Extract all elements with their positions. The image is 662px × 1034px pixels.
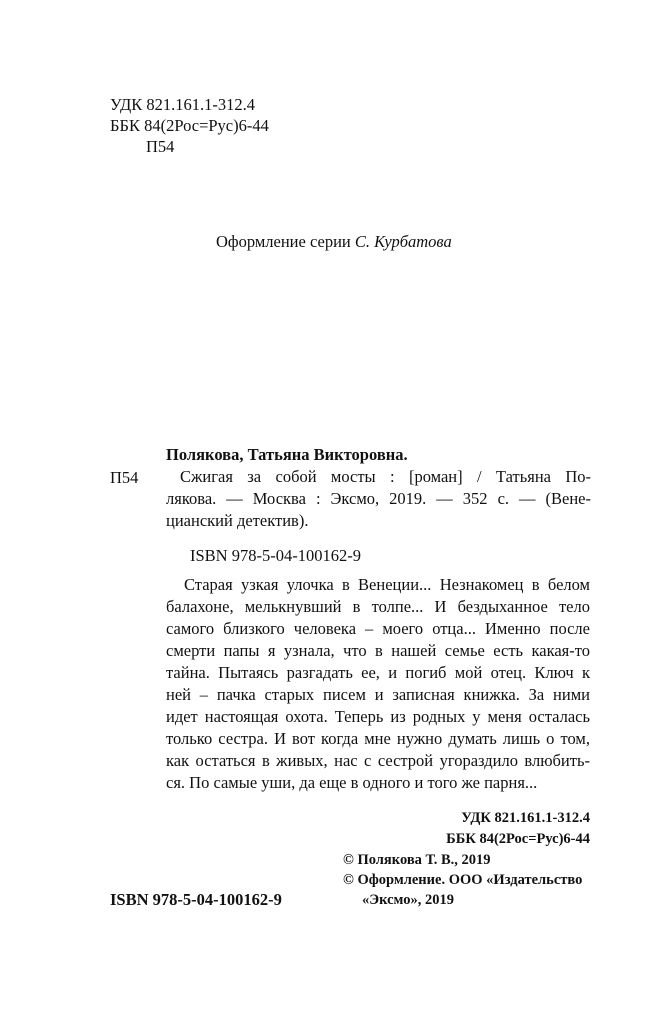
annotation-line: смерти папы я узнала, что в нашей семье есть какая-то	[166, 641, 590, 660]
annotation-line: балахоне, мелькнувший в толпе... И бездыханное тело	[166, 597, 590, 616]
record-author: Полякова, Татьяна Викторовна.	[166, 445, 408, 464]
annotation-line: Старая узкая улочка в Венеции... Незнакомец в белом	[184, 575, 590, 594]
annotation-line: только сестра. И вот когда мне нужно думать лишь о том,	[166, 729, 590, 748]
record-author-sign: П54	[110, 468, 139, 487]
series-design	[216, 231, 452, 252]
record-line: Сжигая за собой мосты : [роман] / Татьяна По-	[180, 467, 591, 486]
record-isbn: ISBN 978-5-04-100162-9	[190, 546, 361, 565]
record-line: лякова. — Москва : Эксмо, 2019. — 352 с. — (Вене-	[166, 489, 591, 508]
annotation-line: тайна. Пытаясь разгадать ее, и погиб мой отец. Ключ к	[166, 663, 590, 682]
record-line: цианский детектив).	[166, 511, 309, 530]
annotation-line: идет настоящая охота. Теперь из родных у меня осталась	[166, 707, 590, 726]
author-sign: П54	[146, 137, 175, 156]
annotation-line: ся. По самые уши, да еще в одного и того же парня...	[166, 773, 538, 792]
annotation-line: как остаться в живых, нас с сестрой угораздило влюбить-	[166, 751, 590, 770]
bottom-udk-code: УДК 821.161.1-312.4	[461, 810, 590, 826]
copyright-design-cont: «Эксмо», 2019	[362, 892, 454, 908]
copyright-design: © Оформление. ООО «Издательство	[343, 872, 583, 888]
annotation-line: ней – пачка старых писем и записная книжка. За ними	[166, 685, 590, 704]
bottom-bbk-code: ББК 84(2Рос=Рус)6-44	[446, 831, 590, 847]
bbk-code: ББК 84(2Рос=Рус)6-44	[110, 116, 269, 135]
series-designer: С. Курбатова	[354, 232, 452, 251]
series-design-label: Оформление серии	[216, 232, 351, 251]
udk-code: УДК 821.161.1-312.4	[110, 95, 256, 114]
copyright-author: © Полякова Т. В., 2019	[343, 852, 491, 868]
annotation-line: самого близкого человека – моего отца... Именно после	[166, 619, 590, 638]
isbn-bottom: ISBN 978-5-04-100162-9	[110, 890, 282, 909]
